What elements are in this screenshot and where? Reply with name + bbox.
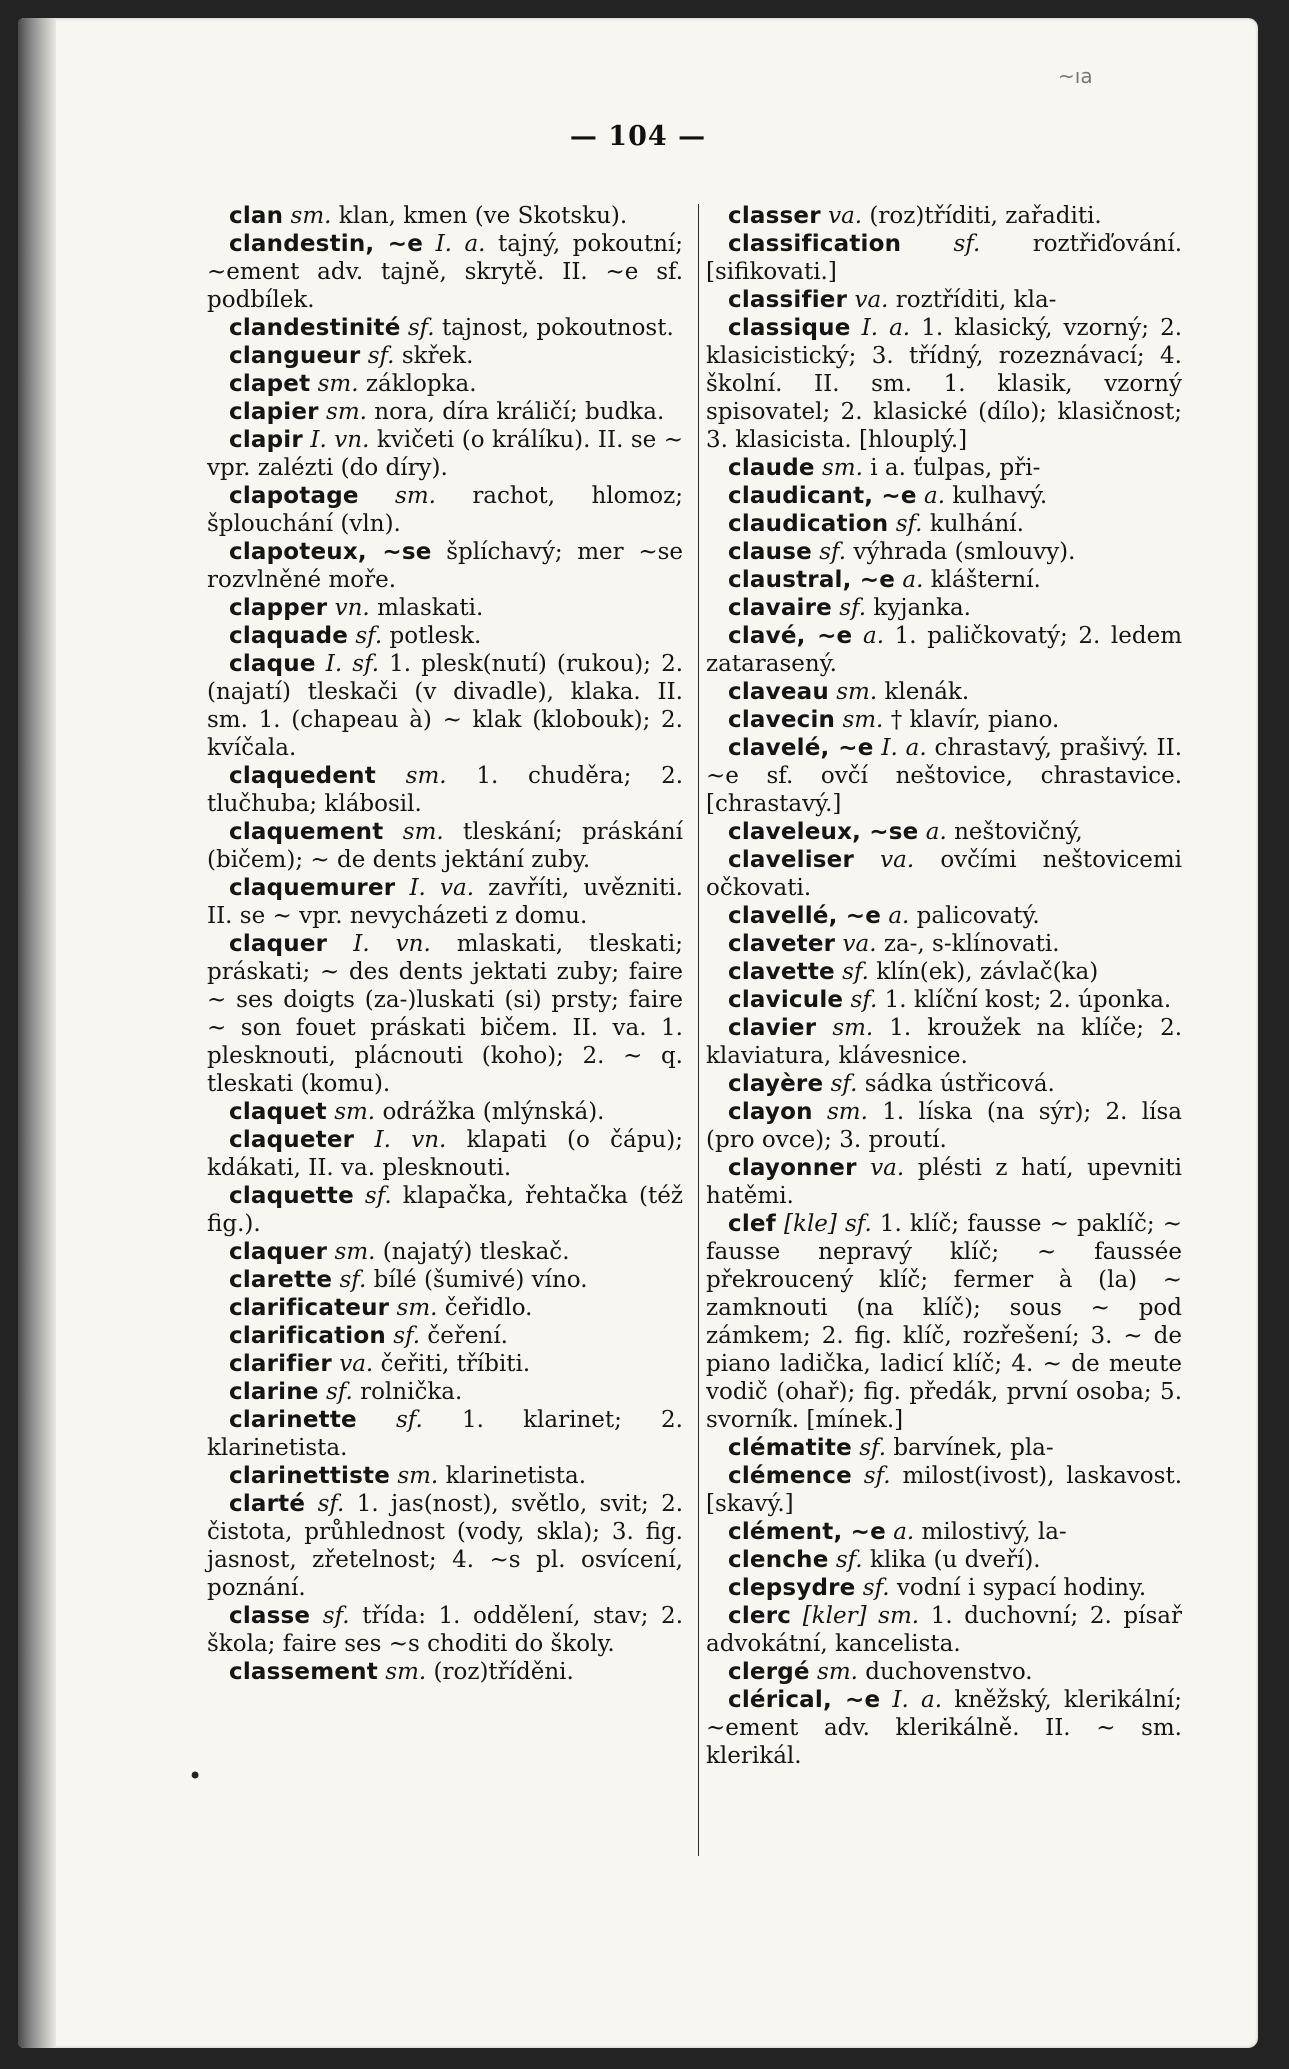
grammar-label: sf. [830,1071,858,1097]
definition-text: klín(ek), závlač(ka) [876,959,1099,985]
definition-text: neštovičný, [954,819,1083,845]
headword: clérical, ~e [728,1687,881,1713]
dictionary-entry [706,454,1182,482]
dictionary-entry [207,930,683,1098]
headword: clapoteux, ~se [229,539,432,565]
dictionary-entry [207,314,683,342]
dictionary-entry [706,202,1182,230]
headword: claquade [229,623,349,649]
grammar-label: sf. [393,1323,421,1349]
grammar-label: I. va. [409,875,475,901]
dictionary-entry [706,958,1182,986]
headword: clenche [728,1547,829,1573]
dictionary-entry [207,874,683,930]
dictionary-entry [706,1462,1182,1518]
headword: clavicule [728,987,844,1013]
definition-text: klarinetista. [445,1463,587,1489]
grammar-label: sm. [290,203,332,229]
definition-text: kněžský, klerikální; ~ement adv. klerikálně. II. ~ sm. klerikál. [706,1687,1182,1769]
headword: clandestin, ~e [229,231,424,257]
dictionary-entry [207,1294,683,1322]
definition-text: tleskání; práskání (bičem); ~ de dents jektání zuby. [207,819,684,873]
definition-text: vodní i sypací hodiny. [896,1575,1147,1601]
headword: clapper [229,595,328,621]
grammar-label: sf. [407,315,435,341]
headword: clarinettiste [229,1463,390,1489]
definition-text: čeření. [427,1323,508,1349]
definition-text: milost(ivost), laskavost. [skavý.] [706,1463,1183,1517]
definition-text: 1. plesk(nutí) (rukou); 2. (najatí) tleskači (v divadle), klaka. II. sm. 1. (chapeau à) ~ klak (klobouk); 2. kvíčala. [207,651,684,761]
headword: clarté [229,1491,306,1517]
definition-text: ovčími neštovicemi očkovati. [706,847,1182,901]
definition-text: výhrada (smlouvy). [853,539,1076,565]
headword: clémence [728,1463,852,1489]
dictionary-entry [706,1686,1182,1770]
dictionary-entry [706,734,1182,818]
grammar-label: a. [902,567,924,593]
definition-text: za-, s-klínovati. [883,931,1060,957]
grammar-label: va. [842,931,877,957]
dictionary-entry [207,342,683,370]
definition-text: klenák. [884,679,970,705]
grammar-label: a. [925,819,947,845]
definition-text: palicovatý. [916,903,1040,929]
grammar-label: sf. [863,1463,891,1489]
grammar-label: sf. [819,539,847,565]
left-column [207,202,683,1686]
definition-text: tajnost, pokoutnost. [441,315,674,341]
definition-text: roztříditi, kla- [895,287,1057,313]
definition-text: čeřiti, tříbiti. [380,1351,531,1377]
dictionary-entry [207,370,683,398]
definition-text: 1. chuděra; 2. tlučhuba; klábosil. [207,763,684,817]
headword: claquemurer [229,875,396,901]
grammar-label: va. [880,847,915,873]
headword: clayère [728,1071,824,1097]
dictionary-entry [207,230,683,314]
grammar-label: sf. [396,1407,423,1433]
headword: claque [229,651,316,677]
grammar-label: sm. [397,1463,439,1489]
grammar-label: I. a. [861,315,911,341]
dictionary-entry [207,1182,683,1238]
dictionary-entry [207,398,683,426]
dictionary-entry [207,1602,683,1658]
dictionary-entry [207,1406,683,1462]
grammar-label: sm. [405,763,447,789]
dictionary-entry [207,1658,683,1686]
grammar-label: sf. [850,987,878,1013]
headword: claveliser [728,847,855,873]
dictionary-entry [706,566,1182,594]
headword: claquer [229,1239,328,1265]
definition-text: mlaskati. [377,595,484,621]
definition-text: záklopka. [365,371,477,397]
grammar-label: sm. [817,1659,858,1685]
headword: classique [728,315,851,341]
grammar-label: sm. [822,455,863,481]
dictionary-entry [207,650,683,762]
dictionary-entry [706,286,1182,314]
definition-text: kyjanka. [873,595,971,621]
grammar-label: sm. [334,1099,376,1125]
grammar-label: va. [339,1351,374,1377]
headword: clarine [229,1379,319,1405]
dictionary-entry [706,538,1182,566]
grammar-label: I. a. [881,735,927,761]
grammar-label: [kler] sm. [802,1603,920,1629]
dictionary-entry [207,202,683,230]
headword: clavette [728,959,835,985]
margin-dot: • [188,1762,203,1790]
grammar-label: a. [862,623,885,649]
definition-text: † klavír, piano. [890,707,1060,733]
headword: claveleux, ~se [728,819,919,845]
definition-text: 1. duchovní; 2. písař advokátní, kancelista. [706,1603,1182,1657]
headword: clavé, ~e [728,623,853,649]
definition-text: chrastavý, prašivý. II. ~e sf. ovčí neštovice, chrastavice. [chrastavý.] [706,735,1183,817]
page-number: — 104 — [569,121,707,152]
headword: claqueter [229,1127,355,1153]
headword: clapet [229,371,311,397]
grammar-label: I. vn. [353,931,431,957]
definition-text: nora, díra králičí; budka. [374,399,665,425]
definition-text: barvínek, pla- [893,1435,1054,1461]
dictionary-entry [706,846,1182,902]
definition-text: zavříti, uvězniti. II. se ~ vpr. nevycházeti z domu. [207,875,683,929]
definition-text: odrážka (mlýnská). [382,1099,605,1125]
dictionary-entry [706,1070,1182,1098]
dictionary-entry [207,482,683,538]
grammar-label: sf. [839,595,867,621]
dictionary-entry [207,1238,683,1266]
grammar-label: sm. [832,1015,874,1041]
headword: clause [728,539,812,565]
definition-text: potlesk. [389,623,482,649]
definition-text: rachot, hlomoz; šplouchání (vln). [207,483,683,537]
headword: claudicant, ~e [728,483,917,509]
grammar-label: [kle] sf. [784,1211,872,1237]
headword: classer [728,203,821,229]
headword: claquet [229,1099,327,1125]
dictionary-entry [706,1098,1182,1154]
definition-text: i a. ťulpas, při- [870,455,1041,481]
dictionary-entry [706,678,1182,706]
definition-text: tajný, pokoutní; ~ement adv. tajně, skrytě. II. ~e sf. podbílek. [207,231,684,313]
headword: clayon [728,1099,813,1125]
dictionary-entry [706,1546,1182,1574]
headword: clarification [229,1323,386,1349]
definition-text: plésti z hatí, upevniti hatěmi. [706,1155,1182,1209]
dictionary-entry [706,622,1182,678]
definition-text: 1. kroužek na klíče; 2. klaviatura, klávesnice. [706,1015,1183,1069]
dictionary-entry [706,986,1182,1014]
grammar-label: sf. [355,623,383,649]
headword: claustral, ~e [728,567,896,593]
definition-text: mlaskati, tleskati; práskati; ~ des dents jektati zuby; faire ~ ses doigts (za-)luskati (si) prsty; faire ~ son fouet práskati bičem. II. va. 1. plesknouti, plácnouti (koho); 2. ~ q. tleskati (komu). [207,931,684,1097]
grammar-label: sf. [953,231,981,257]
grammar-label: sm. [317,371,359,397]
headword: clan [229,203,284,229]
dictionary-entry [706,1210,1182,1434]
headword: clapier [229,399,319,425]
definition-text: (roz)tříditi, zařaditi. [869,203,1102,229]
grammar-label: sm. [402,819,444,845]
headword: clarinette [229,1407,357,1433]
page-binding-edge [18,18,56,2048]
pencil-mark: ~ıa [1058,64,1093,88]
dictionary-entry [207,762,683,818]
grammar-label: sf. [895,511,923,537]
dictionary-entry [706,930,1182,958]
dictionary-entry [207,1098,683,1126]
definition-text: 1. klíč; fausse ~ paklíč; ~ fausse nepravý klíč; ~ faussée překroucený klíč; fermer à (la) ~ zamknouti (na klíč); sous ~ pod zámkem; 2. fig. klíč, rozřešení; 3. ~ de piano ladička, ladicí klíč; 4. ~ de meute vodič (ohař); fig. předák, první osoba; 5. svorník. [mínek.] [706,1211,1183,1433]
grammar-label: va. [854,287,889,313]
grammar-label: sf. [317,1491,345,1517]
grammar-label: I. vn. [310,427,370,453]
grammar-label: a. [924,483,946,509]
headword: classe [229,1603,311,1629]
dictionary-entry [706,1014,1182,1070]
definition-text: (roz)tříděni. [433,1659,574,1685]
headword: clarette [229,1267,333,1293]
grammar-label: sm. [836,679,878,705]
definition-text: (najatý) tleskač. [382,1239,570,1265]
grammar-label: sf. [835,1547,863,1573]
grammar-label: a. [888,903,910,929]
grammar-label: sf. [364,1183,392,1209]
dictionary-entry [706,1574,1182,1602]
dictionary-entry [207,426,683,482]
definition-text: 1. jas(nost), světlo, svit; 2. čistota, průhlednost (vody, skla); 3. fig. jasnost, zřetelnost; 4. ~s pl. osvícení, poznání. [207,1491,684,1601]
dictionary-page [18,18,1258,2048]
dictionary-entry [706,314,1182,454]
headword: clavier [728,1015,817,1041]
dictionary-entry [706,482,1182,510]
headword: claveter [728,931,836,957]
grammar-label: sf. [859,1435,887,1461]
headword: claveau [728,679,829,705]
headword: clavecin [728,707,836,733]
headword: clavellé, ~e [728,903,882,929]
headword: claquette [229,1183,354,1209]
dictionary-entry [706,1602,1182,1658]
dictionary-entry [706,594,1182,622]
column-divider [698,204,699,1856]
headword: clepsydre [728,1575,856,1601]
definition-text: 1. paličkovatý; 2. ledem zatarasený. [706,623,1183,677]
grammar-label: sf. [367,343,395,369]
headword: clangueur [229,343,361,369]
dictionary-entry [706,1518,1182,1546]
definition-text: duchovenstvo. [865,1659,1033,1685]
grammar-label: sf. [322,1603,350,1629]
definition-text: 1. klasický, vzorný; 2. klasicistický; 3. třídný, rozeznávací; 4. školní. II. sm. 1. klasik, vzorný spisovatel; 2. klasické (dílo); klasičnost; 3. klasicista. [hlouplý.] [706,315,1183,453]
dictionary-entry [706,902,1182,930]
grammar-label: I. a. [892,1687,943,1713]
dictionary-entry [207,1322,683,1350]
grammar-label: sf. [842,959,869,985]
definition-text: klika (u dveří). [869,1547,1041,1573]
grammar-label: sm. [326,399,367,425]
right-column [706,202,1182,1770]
grammar-label: sm. [395,483,436,509]
dictionary-entry [207,818,683,874]
definition-text: čeřidlo. [444,1295,533,1321]
definition-text: milostivý, la- [921,1519,1067,1545]
grammar-label: sf. [325,1379,353,1405]
definition-text: klan, kmen (ve Skotsku). [338,203,628,229]
grammar-label: a. [893,1519,915,1545]
dictionary-entry [706,818,1182,846]
grammar-label: sm. [396,1295,438,1321]
dictionary-entry [207,1462,683,1490]
headword: claquement [229,819,384,845]
headword: clavaire [728,595,832,621]
headword: clapotage [229,483,359,509]
definition-text: roztřiďování. [sifikovati.] [706,231,1183,285]
grammar-label: I. sf. [325,651,380,677]
dictionary-entry [706,510,1182,538]
definition-text: 1. líska (na sýr); 2. lísa (pro ovce); 3. proutí. [706,1099,1182,1153]
headword: clarifier [229,1351,332,1377]
headword: claudication [728,511,889,537]
headword: clématite [728,1435,852,1461]
definition-text: kulhání. [929,511,1024,537]
grammar-label: sm. [842,707,884,733]
headword: clapir [229,427,303,453]
headword: classifier [728,287,848,313]
grammar-label: va. [870,1155,905,1181]
dictionary-entry [207,622,683,650]
definition-text: třída: 1. oddělení, stav; 2. škola; faire ses ~s choditi do školy. [207,1603,684,1657]
definition-text: bílé (šumivé) víno. [373,1267,588,1293]
dictionary-entry [706,230,1182,286]
dictionary-entry [207,538,683,594]
grammar-label: I. a. [435,231,486,257]
dictionary-entry [207,1378,683,1406]
dictionary-entry [207,1490,683,1602]
grammar-label: va. [828,203,863,229]
grammar-label: sm. [827,1099,868,1125]
definition-text: 1. klíční kost; 2. úponka. [884,987,1172,1013]
definition-text: kulhavý. [952,483,1048,509]
headword: clayonner [728,1155,857,1181]
headword: classement [229,1659,378,1685]
dictionary-entry [706,1658,1182,1686]
headword: clandestinité [229,315,401,341]
headword: claude [728,455,815,481]
dictionary-entry [207,1350,683,1378]
grammar-label: sm. [385,1659,427,1685]
headword: clerc [728,1603,792,1629]
dictionary-entry [706,1434,1182,1462]
definition-text: klášterní. [930,567,1041,593]
definition-text: skřek. [401,343,474,369]
headword: classification [728,231,902,257]
headword: clavelé, ~e [728,735,874,761]
headword: clément, ~e [728,1519,886,1545]
definition-text: kvičeti (o králíku). II. se ~ vpr. zalézti (do díry). [207,427,684,481]
definition-text: 1. klarinet; 2. klarinetista. [207,1407,683,1461]
headword: clergé [728,1659,810,1685]
headword: clarificateur [229,1295,390,1321]
dictionary-entry [706,706,1182,734]
grammar-label: sm. [334,1239,376,1265]
headword: claquedent [229,763,376,789]
definition-text: šplíchavý; mer ~se rozvlněné moře. [207,539,684,593]
grammar-label: I. vn. [374,1127,447,1153]
headword: claquer [229,931,328,957]
definition-text: rolnička. [360,1379,463,1405]
dictionary-entry [207,594,683,622]
grammar-label: vn. [334,595,370,621]
grammar-label: sf. [862,1575,890,1601]
dictionary-entry [706,1154,1182,1210]
definition-text: klapačka, řehtačka (též fig.). [207,1183,683,1237]
definition-text: klapati (o čápu); kdákati, II. va. plesknouti. [207,1127,683,1181]
definition-text: sádka ústřicová. [864,1071,1055,1097]
grammar-label: sf. [339,1267,367,1293]
dictionary-entry [207,1266,683,1294]
dictionary-entry [207,1126,683,1182]
headword: clef [728,1211,776,1237]
